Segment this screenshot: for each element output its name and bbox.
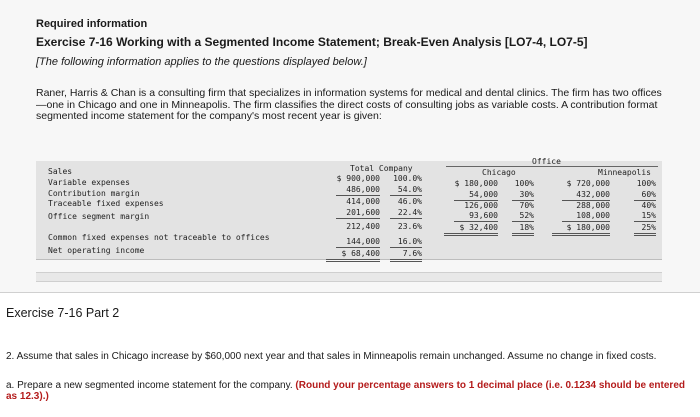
total-common-pct: 16.0% <box>390 236 422 248</box>
chicago-sales: $ 180,000 <box>454 179 498 188</box>
part2-prompt <box>6 380 686 402</box>
intro-paragraph: Raner, Harris & Chan is a consulting firm that specializes in information systems for medical and dental clinics. The firm has two offices—one in Chicago and one in Minneapolis. The firm classifies the direct costs of consulting jobs as variable costs. A contribution format segmented income statement for the company's most recent year is given: <box>36 87 662 122</box>
total-sales-pct: 100.0% <box>393 174 422 183</box>
row-label-net-operating-income: Net operating income <box>48 246 145 255</box>
row-label-variable-expenses: Variable expenses <box>48 178 130 187</box>
segmented-income-statement <box>36 157 662 260</box>
total-contribution-margin: 414,000 <box>346 197 380 206</box>
total-segment-margin: 212,400 <box>346 222 380 231</box>
chicago-cm-pct: 70% <box>519 201 534 210</box>
total-segment-pct: 23.6% <box>397 222 422 231</box>
minneapolis-sales: $ 720,000 <box>566 179 610 188</box>
minneapolis-header: Minneapolis <box>598 168 651 177</box>
minneapolis-traceable-fixed: 108,000 <box>562 210 610 222</box>
prompt-text: a. Prepare a new segmented income statement for the company. <box>6 380 296 391</box>
total-traceable-pct: 22.4% <box>390 207 422 219</box>
part2-question: 2. Assume that sales in Chicago increase by $60,000 next year and that sales in Minneapolis remain unchanged. Assume no change in fixed costs. <box>6 351 657 362</box>
exercise-title: Exercise 7-16 Working with a Segmented Income Statement; Break-Even Analysis [LO7-4, LO7-5] <box>36 35 588 49</box>
part2-title: Exercise 7-16 Part 2 <box>6 306 120 320</box>
total-cm-pct: 46.0% <box>397 197 422 206</box>
minneapolis-cm-pct: 40% <box>641 201 656 210</box>
total-traceable-fixed: 201,600 <box>336 207 380 219</box>
chicago-variable-expenses: 54,000 <box>454 189 498 201</box>
info-note: [The following information applies to the questions displayed below.] <box>36 56 367 68</box>
section-divider <box>0 292 700 293</box>
office-header: Office <box>532 157 561 166</box>
row-label-common-fixed-expenses: Common fixed expenses not traceable to offices <box>48 233 270 242</box>
minneapolis-sales-pct: 100% <box>636 179 656 188</box>
minneapolis-segment-pct: 25% <box>634 222 656 236</box>
chicago-sales-pct: 100% <box>514 179 534 188</box>
required-information-heading: Required information <box>36 18 148 30</box>
total-variable-pct: 54.0% <box>390 184 422 196</box>
total-sales: $ 900,000 <box>336 174 380 183</box>
total-common-fixed: 144,000 <box>336 236 380 248</box>
table-scrollbar[interactable] <box>36 272 662 282</box>
row-label-sales: Sales <box>48 167 73 176</box>
chicago-contribution-margin: 126,000 <box>464 201 498 210</box>
rounding-instruction: (Round your percentage answers to 1 decimal place (i.e. 0.1234 should be entered as 12.3).) <box>6 380 685 402</box>
minneapolis-segment-margin: $ 180,000 <box>552 222 610 236</box>
minneapolis-contribution-margin: 288,000 <box>576 201 610 210</box>
minneapolis-variable-pct: 60% <box>634 189 656 201</box>
total-net-operating-income: $ 68,400 <box>326 248 380 262</box>
row-label-contribution-margin: Contribution margin <box>48 189 140 198</box>
chicago-traceable-pct: 52% <box>512 210 534 222</box>
minneapolis-variable-expenses: 432,000 <box>562 189 610 201</box>
office-header-rule <box>446 166 658 167</box>
row-label-office-segment-margin: Office segment margin <box>48 212 150 221</box>
total-variable-expenses: 486,000 <box>336 184 380 196</box>
chicago-header: Chicago <box>482 168 516 177</box>
row-label-traceable-fixed-expenses: Traceable fixed expenses <box>48 199 164 208</box>
total-company-header: Total Company <box>350 164 413 173</box>
chicago-variable-pct: 30% <box>512 189 534 201</box>
chicago-segment-margin: $ 32,400 <box>444 222 498 236</box>
chicago-segment-pct: 18% <box>512 222 534 236</box>
minneapolis-traceable-pct: 15% <box>634 210 656 222</box>
chicago-traceable-fixed: 93,600 <box>454 210 498 222</box>
total-noi-pct: 7.6% <box>390 248 422 262</box>
